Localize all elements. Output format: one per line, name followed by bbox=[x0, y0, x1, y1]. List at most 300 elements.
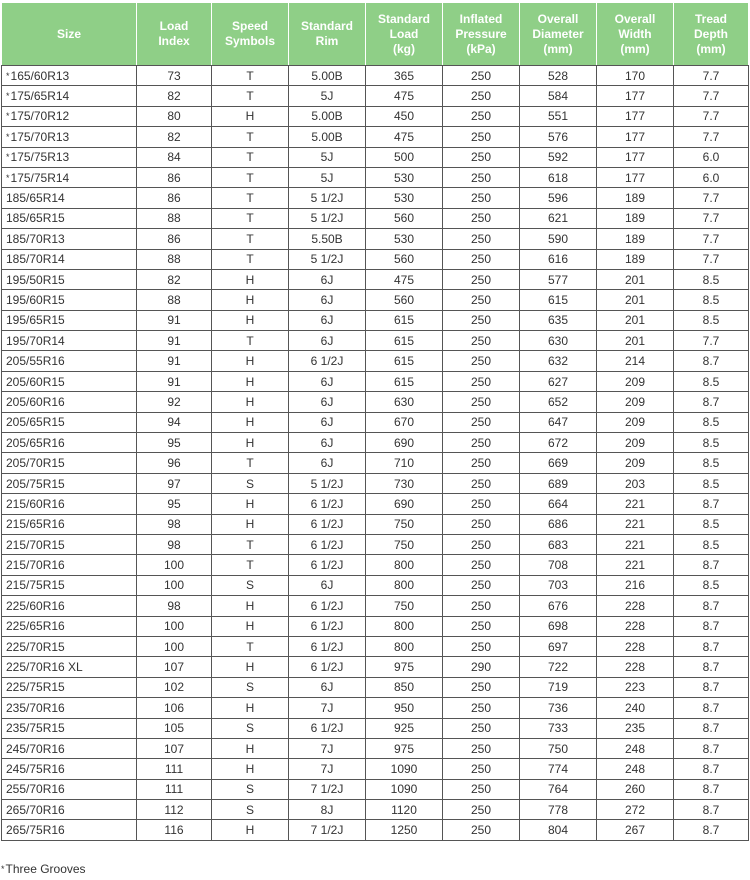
cell-overall-diameter: 676 bbox=[520, 596, 597, 616]
cell-speed-symbol: T bbox=[212, 636, 289, 656]
cell-tread-depth: 8.7 bbox=[674, 759, 749, 779]
cell-size bbox=[2, 779, 137, 799]
cell-overall-width: 177 bbox=[597, 167, 674, 187]
cell-standard-load: 630 bbox=[366, 392, 443, 412]
cell-standard-rim: 6 1/2J bbox=[289, 494, 366, 514]
cell-speed-symbol: H bbox=[212, 412, 289, 432]
table-row bbox=[2, 249, 749, 269]
cell-overall-diameter: 698 bbox=[520, 616, 597, 636]
cell-load-index: 100 bbox=[137, 575, 212, 595]
cell-overall-width: 228 bbox=[597, 596, 674, 616]
cell-standard-rim: 7J bbox=[289, 759, 366, 779]
cell-inflated-pressure: 250 bbox=[443, 453, 520, 473]
table-row bbox=[2, 127, 749, 147]
table-row bbox=[2, 229, 749, 249]
cell-standard-rim: 6J bbox=[289, 269, 366, 289]
cell-inflated-pressure: 250 bbox=[443, 820, 520, 840]
table-row bbox=[2, 698, 749, 718]
cell-standard-load: 615 bbox=[366, 310, 443, 330]
cell-inflated-pressure: 250 bbox=[443, 147, 520, 167]
cell-tread-depth: 8.7 bbox=[674, 820, 749, 840]
cell-standard-rim: 7J bbox=[289, 738, 366, 758]
cell-speed-symbol: T bbox=[212, 555, 289, 575]
cell-overall-diameter: 576 bbox=[520, 127, 597, 147]
cell-overall-diameter: 669 bbox=[520, 453, 597, 473]
cell-inflated-pressure: 250 bbox=[443, 514, 520, 534]
cell-standard-rim: 5.00B bbox=[289, 127, 366, 147]
cell-standard-load: 615 bbox=[366, 351, 443, 371]
cell-load-index: 91 bbox=[137, 331, 212, 351]
cell-speed-symbol: T bbox=[212, 127, 289, 147]
cell-overall-width: 209 bbox=[597, 392, 674, 412]
cell-standard-load: 450 bbox=[366, 106, 443, 126]
table-body bbox=[2, 66, 749, 841]
cell-overall-width: 221 bbox=[597, 494, 674, 514]
cell-standard-load: 690 bbox=[366, 494, 443, 514]
cell-overall-diameter: 664 bbox=[520, 494, 597, 514]
cell-size bbox=[2, 167, 137, 187]
cell-size bbox=[2, 800, 137, 820]
cell-load-index: 98 bbox=[137, 596, 212, 616]
size-label: 185/70R14 bbox=[6, 252, 65, 267]
cell-tread-depth: 8.5 bbox=[674, 453, 749, 473]
cell-standard-load: 690 bbox=[366, 433, 443, 453]
size-label: 175/75R13 bbox=[10, 150, 70, 165]
table-row bbox=[2, 820, 749, 840]
table-row bbox=[2, 657, 749, 677]
cell-speed-symbol: H bbox=[212, 514, 289, 534]
cell-tread-depth: 8.5 bbox=[674, 534, 749, 554]
cell-tread-depth: 8.5 bbox=[674, 433, 749, 453]
table-row bbox=[2, 208, 749, 228]
cell-tread-depth: 7.7 bbox=[674, 66, 749, 86]
cell-standard-rim: 6J bbox=[289, 310, 366, 330]
cell-tread-depth: 8.7 bbox=[674, 392, 749, 412]
cell-standard-load: 475 bbox=[366, 127, 443, 147]
cell-overall-diameter: 733 bbox=[520, 718, 597, 738]
cell-overall-width: 228 bbox=[597, 636, 674, 656]
table-row bbox=[2, 494, 749, 514]
table-row bbox=[2, 534, 749, 554]
cell-speed-symbol: S bbox=[212, 800, 289, 820]
cell-overall-width: 189 bbox=[597, 229, 674, 249]
size-label: 245/75R16 bbox=[6, 761, 65, 776]
table-row bbox=[2, 188, 749, 208]
cell-overall-width: 267 bbox=[597, 820, 674, 840]
cell-inflated-pressure: 250 bbox=[443, 759, 520, 779]
cell-standard-load: 1090 bbox=[366, 779, 443, 799]
table-row bbox=[2, 677, 749, 697]
table-row bbox=[2, 514, 749, 534]
size-label: 235/70R16 bbox=[6, 700, 65, 715]
table-row bbox=[2, 106, 749, 126]
cell-speed-symbol: H bbox=[212, 351, 289, 371]
cell-standard-rim: 6 1/2J bbox=[289, 718, 366, 738]
cell-standard-load: 850 bbox=[366, 677, 443, 697]
cell-load-index: 97 bbox=[137, 473, 212, 493]
cell-size bbox=[2, 229, 137, 249]
cell-overall-width: 209 bbox=[597, 433, 674, 453]
cell-standard-load: 500 bbox=[366, 147, 443, 167]
cell-tread-depth: 7.7 bbox=[674, 127, 749, 147]
cell-load-index: 106 bbox=[137, 698, 212, 718]
table-row bbox=[2, 800, 749, 820]
cell-tread-depth: 6.0 bbox=[674, 167, 749, 187]
cell-size bbox=[2, 636, 137, 656]
cell-overall-diameter: 689 bbox=[520, 473, 597, 493]
size-label: 175/65R14 bbox=[10, 89, 70, 104]
header-speed-symbols: Speed Symbols bbox=[212, 3, 289, 66]
cell-size bbox=[2, 494, 137, 514]
cell-overall-width: 201 bbox=[597, 331, 674, 351]
table-row bbox=[2, 412, 749, 432]
cell-speed-symbol: T bbox=[212, 188, 289, 208]
table-header bbox=[2, 3, 749, 66]
table-row bbox=[2, 738, 749, 758]
cell-load-index: 91 bbox=[137, 371, 212, 391]
cell-standard-rim: 5 1/2J bbox=[289, 249, 366, 269]
size-label: 205/65R16 bbox=[6, 435, 65, 450]
size-label: 175/70R12 bbox=[10, 109, 70, 124]
three-grooves-star-icon: * bbox=[6, 111, 10, 122]
cell-standard-rim: 6J bbox=[289, 433, 366, 453]
tire-spec-table bbox=[1, 2, 749, 841]
cell-load-index: 80 bbox=[137, 106, 212, 126]
cell-overall-diameter: 683 bbox=[520, 534, 597, 554]
cell-standard-rim: 6J bbox=[289, 412, 366, 432]
size-label: 225/70R16 XL bbox=[6, 660, 83, 675]
cell-standard-rim: 6 1/2J bbox=[289, 555, 366, 575]
cell-standard-rim: 5 1/2J bbox=[289, 208, 366, 228]
cell-standard-rim: 6J bbox=[289, 331, 366, 351]
cell-overall-width: 221 bbox=[597, 514, 674, 534]
cell-speed-symbol: S bbox=[212, 718, 289, 738]
header-standard-load: Standard Load (kg) bbox=[366, 3, 443, 66]
cell-tread-depth: 8.7 bbox=[674, 555, 749, 575]
cell-overall-width: 235 bbox=[597, 718, 674, 738]
cell-speed-symbol: H bbox=[212, 290, 289, 310]
cell-tread-depth: 7.7 bbox=[674, 331, 749, 351]
cell-overall-width: 209 bbox=[597, 412, 674, 432]
cell-load-index: 98 bbox=[137, 534, 212, 554]
cell-standard-rim: 6 1/2J bbox=[289, 534, 366, 554]
table-row bbox=[2, 759, 749, 779]
size-label: 225/60R16 bbox=[6, 598, 65, 613]
table-row bbox=[2, 167, 749, 187]
cell-load-index: 82 bbox=[137, 127, 212, 147]
cell-speed-symbol: H bbox=[212, 392, 289, 412]
cell-load-index: 98 bbox=[137, 514, 212, 534]
table-row bbox=[2, 636, 749, 656]
cell-tread-depth: 7.7 bbox=[674, 188, 749, 208]
cell-standard-load: 365 bbox=[366, 66, 443, 86]
cell-overall-width: 189 bbox=[597, 208, 674, 228]
cell-load-index: 102 bbox=[137, 677, 212, 697]
cell-standard-load: 670 bbox=[366, 412, 443, 432]
table-row bbox=[2, 575, 749, 595]
cell-speed-symbol: T bbox=[212, 331, 289, 351]
footnote-text: Three Grooves bbox=[5, 862, 86, 876]
header-row bbox=[2, 3, 749, 66]
cell-standard-load: 950 bbox=[366, 698, 443, 718]
size-label: 205/60R15 bbox=[6, 374, 65, 389]
cell-standard-load: 475 bbox=[366, 269, 443, 289]
cell-tread-depth: 7.7 bbox=[674, 249, 749, 269]
cell-standard-load: 475 bbox=[366, 86, 443, 106]
cell-tread-depth: 8.5 bbox=[674, 412, 749, 432]
cell-speed-symbol: T bbox=[212, 249, 289, 269]
cell-speed-symbol: H bbox=[212, 616, 289, 636]
cell-standard-load: 1120 bbox=[366, 800, 443, 820]
cell-load-index: 88 bbox=[137, 249, 212, 269]
cell-inflated-pressure: 250 bbox=[443, 106, 520, 126]
cell-speed-symbol: T bbox=[212, 86, 289, 106]
table-row bbox=[2, 331, 749, 351]
cell-standard-rim: 5J bbox=[289, 147, 366, 167]
cell-tread-depth: 8.5 bbox=[674, 290, 749, 310]
cell-standard-load: 800 bbox=[366, 616, 443, 636]
cell-size bbox=[2, 453, 137, 473]
cell-size bbox=[2, 106, 137, 126]
cell-inflated-pressure: 250 bbox=[443, 555, 520, 575]
cell-overall-width: 177 bbox=[597, 127, 674, 147]
cell-load-index: 107 bbox=[137, 657, 212, 677]
cell-overall-width: 170 bbox=[597, 66, 674, 86]
cell-load-index: 86 bbox=[137, 188, 212, 208]
cell-size bbox=[2, 208, 137, 228]
cell-overall-width: 177 bbox=[597, 86, 674, 106]
cell-size bbox=[2, 596, 137, 616]
size-label: 215/65R16 bbox=[6, 517, 65, 532]
cell-inflated-pressure: 250 bbox=[443, 249, 520, 269]
cell-tread-depth: 6.0 bbox=[674, 147, 749, 167]
cell-standard-load: 975 bbox=[366, 738, 443, 758]
cell-speed-symbol: T bbox=[212, 534, 289, 554]
table-row bbox=[2, 453, 749, 473]
cell-standard-load: 615 bbox=[366, 331, 443, 351]
cell-overall-diameter: 577 bbox=[520, 269, 597, 289]
cell-overall-width: 201 bbox=[597, 290, 674, 310]
cell-standard-rim: 6 1/2J bbox=[289, 657, 366, 677]
cell-size bbox=[2, 290, 137, 310]
cell-overall-width: 228 bbox=[597, 616, 674, 636]
cell-size bbox=[2, 759, 137, 779]
size-label: 185/65R15 bbox=[6, 211, 65, 226]
cell-speed-symbol: T bbox=[212, 147, 289, 167]
cell-inflated-pressure: 250 bbox=[443, 494, 520, 514]
cell-size bbox=[2, 718, 137, 738]
cell-tread-depth: 8.5 bbox=[674, 269, 749, 289]
cell-tread-depth: 7.7 bbox=[674, 86, 749, 106]
cell-overall-width: 209 bbox=[597, 453, 674, 473]
cell-inflated-pressure: 250 bbox=[443, 677, 520, 697]
cell-inflated-pressure: 250 bbox=[443, 127, 520, 147]
cell-size bbox=[2, 820, 137, 840]
cell-standard-load: 530 bbox=[366, 229, 443, 249]
cell-inflated-pressure: 250 bbox=[443, 351, 520, 371]
size-label: 215/75R15 bbox=[6, 578, 65, 593]
cell-speed-symbol: T bbox=[212, 66, 289, 86]
cell-overall-diameter: 632 bbox=[520, 351, 597, 371]
cell-size bbox=[2, 188, 137, 208]
cell-standard-load: 560 bbox=[366, 249, 443, 269]
cell-overall-width: 223 bbox=[597, 677, 674, 697]
cell-tread-depth: 7.7 bbox=[674, 229, 749, 249]
cell-overall-width: 248 bbox=[597, 738, 674, 758]
three-grooves-star-icon: * bbox=[6, 172, 10, 183]
cell-size bbox=[2, 351, 137, 371]
size-label: 205/55R16 bbox=[6, 354, 65, 369]
cell-standard-rim: 5J bbox=[289, 167, 366, 187]
size-label: 215/70R15 bbox=[6, 537, 65, 552]
cell-size bbox=[2, 514, 137, 534]
cell-inflated-pressure: 250 bbox=[443, 412, 520, 432]
cell-speed-symbol: H bbox=[212, 657, 289, 677]
cell-inflated-pressure: 250 bbox=[443, 208, 520, 228]
cell-load-index: 82 bbox=[137, 269, 212, 289]
three-grooves-star-icon: * bbox=[6, 70, 10, 81]
cell-overall-diameter: 615 bbox=[520, 290, 597, 310]
cell-size bbox=[2, 473, 137, 493]
size-label: 195/50R15 bbox=[6, 272, 65, 287]
cell-tread-depth: 8.7 bbox=[674, 718, 749, 738]
cell-overall-diameter: 618 bbox=[520, 167, 597, 187]
cell-overall-width: 216 bbox=[597, 575, 674, 595]
cell-overall-diameter: 722 bbox=[520, 657, 597, 677]
table-row bbox=[2, 596, 749, 616]
table-row bbox=[2, 66, 749, 86]
cell-standard-rim: 7J bbox=[289, 698, 366, 718]
cell-overall-diameter: 764 bbox=[520, 779, 597, 799]
cell-size bbox=[2, 310, 137, 330]
size-label: 265/70R16 bbox=[6, 802, 65, 817]
size-label: 205/65R15 bbox=[6, 415, 65, 430]
cell-load-index: 88 bbox=[137, 208, 212, 228]
size-label: 195/60R15 bbox=[6, 292, 65, 307]
cell-standard-rim: 5 1/2J bbox=[289, 473, 366, 493]
cell-overall-diameter: 627 bbox=[520, 371, 597, 391]
cell-inflated-pressure: 250 bbox=[443, 269, 520, 289]
cell-overall-width: 272 bbox=[597, 800, 674, 820]
cell-speed-symbol: S bbox=[212, 575, 289, 595]
cell-overall-diameter: 672 bbox=[520, 433, 597, 453]
table-row bbox=[2, 718, 749, 738]
cell-speed-symbol: S bbox=[212, 677, 289, 697]
cell-inflated-pressure: 250 bbox=[443, 371, 520, 391]
size-label: 245/70R16 bbox=[6, 741, 65, 756]
cell-overall-width: 201 bbox=[597, 269, 674, 289]
header-overall-diameter: Overall Diameter (mm) bbox=[520, 3, 597, 66]
cell-standard-rim: 6 1/2J bbox=[289, 514, 366, 534]
three-grooves-star-icon: * bbox=[6, 131, 10, 142]
cell-size bbox=[2, 698, 137, 718]
cell-standard-rim: 6J bbox=[289, 677, 366, 697]
cell-standard-load: 560 bbox=[366, 208, 443, 228]
cell-inflated-pressure: 250 bbox=[443, 596, 520, 616]
size-label: 205/60R16 bbox=[6, 394, 65, 409]
size-label: 215/60R16 bbox=[6, 496, 65, 511]
cell-overall-diameter: 584 bbox=[520, 86, 597, 106]
size-label: 215/70R16 bbox=[6, 558, 65, 573]
table-row bbox=[2, 779, 749, 799]
cell-overall-diameter: 652 bbox=[520, 392, 597, 412]
cell-overall-diameter: 592 bbox=[520, 147, 597, 167]
cell-overall-width: 189 bbox=[597, 188, 674, 208]
cell-overall-width: 177 bbox=[597, 106, 674, 126]
cell-tread-depth: 8.7 bbox=[674, 494, 749, 514]
cell-overall-diameter: 697 bbox=[520, 636, 597, 656]
cell-overall-diameter: 736 bbox=[520, 698, 597, 718]
table-row bbox=[2, 269, 749, 289]
cell-standard-rim: 6J bbox=[289, 392, 366, 412]
cell-load-index: 82 bbox=[137, 86, 212, 106]
footnote bbox=[1, 862, 86, 876]
cell-load-index: 95 bbox=[137, 433, 212, 453]
cell-tread-depth: 8.7 bbox=[674, 698, 749, 718]
cell-overall-width: 260 bbox=[597, 779, 674, 799]
cell-load-index: 107 bbox=[137, 738, 212, 758]
cell-speed-symbol: S bbox=[212, 779, 289, 799]
cell-load-index: 88 bbox=[137, 290, 212, 310]
footnote-star-icon: * bbox=[1, 864, 5, 874]
cell-standard-rim: 6J bbox=[289, 371, 366, 391]
size-label: 175/75R14 bbox=[10, 170, 70, 185]
cell-load-index: 92 bbox=[137, 392, 212, 412]
size-label: 225/65R16 bbox=[6, 619, 65, 634]
cell-load-index: 116 bbox=[137, 820, 212, 840]
cell-standard-rim: 6 1/2J bbox=[289, 616, 366, 636]
cell-overall-diameter: 616 bbox=[520, 249, 597, 269]
table-row bbox=[2, 555, 749, 575]
cell-overall-diameter: 774 bbox=[520, 759, 597, 779]
cell-inflated-pressure: 250 bbox=[443, 779, 520, 799]
cell-standard-load: 800 bbox=[366, 636, 443, 656]
cell-overall-diameter: 635 bbox=[520, 310, 597, 330]
cell-tread-depth: 8.7 bbox=[674, 677, 749, 697]
cell-overall-diameter: 647 bbox=[520, 412, 597, 432]
cell-speed-symbol: H bbox=[212, 433, 289, 453]
table-row bbox=[2, 290, 749, 310]
cell-tread-depth: 8.7 bbox=[674, 657, 749, 677]
cell-size bbox=[2, 127, 137, 147]
header-overall-width: Overall Width (mm) bbox=[597, 3, 674, 66]
cell-load-index: 86 bbox=[137, 229, 212, 249]
cell-speed-symbol: H bbox=[212, 759, 289, 779]
size-label: 175/70R13 bbox=[10, 129, 70, 144]
cell-standard-rim: 7 1/2J bbox=[289, 820, 366, 840]
table-row bbox=[2, 351, 749, 371]
cell-standard-rim: 8J bbox=[289, 800, 366, 820]
cell-speed-symbol: T bbox=[212, 167, 289, 187]
size-label: 205/70R15 bbox=[6, 456, 65, 471]
cell-speed-symbol: T bbox=[212, 453, 289, 473]
cell-inflated-pressure: 250 bbox=[443, 738, 520, 758]
size-label: 225/70R15 bbox=[6, 639, 65, 654]
cell-overall-diameter: 528 bbox=[520, 66, 597, 86]
cell-tread-depth: 8.5 bbox=[674, 575, 749, 595]
cell-overall-diameter: 719 bbox=[520, 677, 597, 697]
cell-overall-diameter: 750 bbox=[520, 738, 597, 758]
cell-standard-rim: 5 1/2J bbox=[289, 188, 366, 208]
cell-standard-load: 750 bbox=[366, 534, 443, 554]
size-label: 185/70R13 bbox=[6, 231, 65, 246]
cell-inflated-pressure: 250 bbox=[443, 698, 520, 718]
cell-tread-depth: 8.7 bbox=[674, 738, 749, 758]
cell-inflated-pressure: 250 bbox=[443, 290, 520, 310]
cell-overall-diameter: 686 bbox=[520, 514, 597, 534]
cell-standard-load: 1090 bbox=[366, 759, 443, 779]
cell-load-index: 95 bbox=[137, 494, 212, 514]
